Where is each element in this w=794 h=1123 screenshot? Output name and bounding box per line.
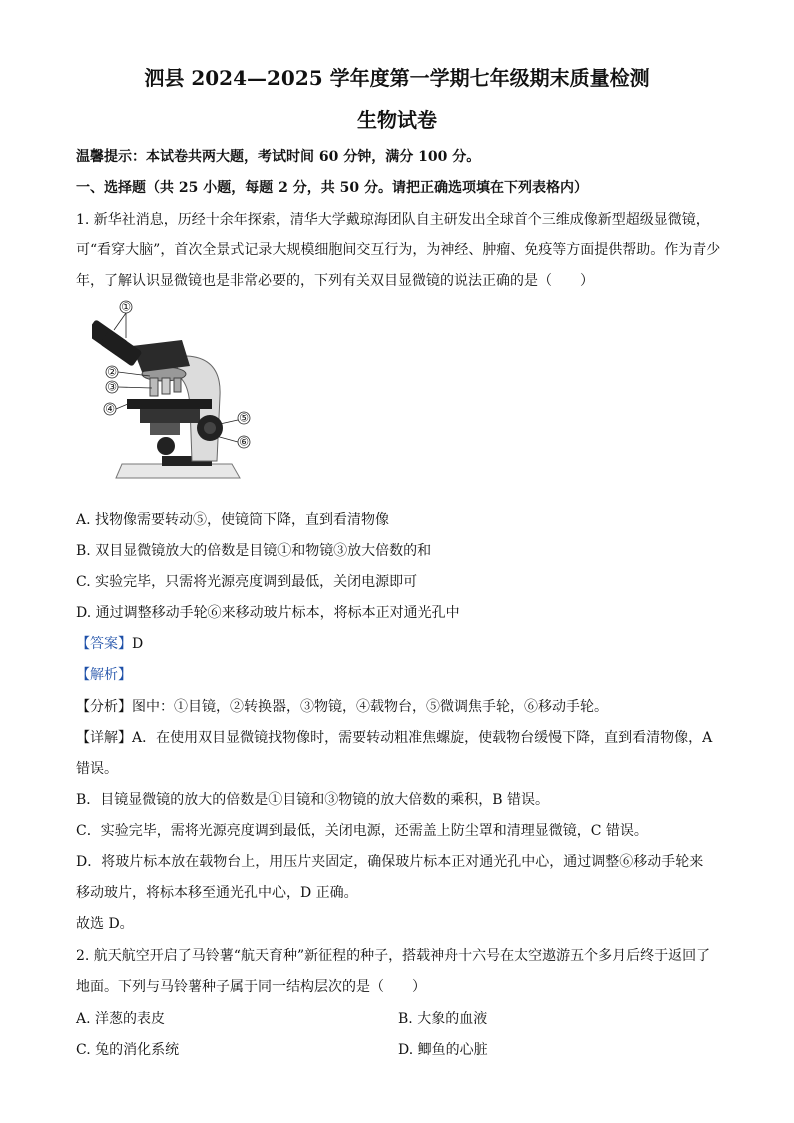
fenxi-text: 图中：①目镜，②转换器，③物镜，④载物台，⑤微调焦手轮，⑥移动手轮。 <box>132 699 608 715</box>
notice: 温馨提示：本试卷共两大题，考试时间 60 分钟，满分 100 分。 <box>76 149 481 165</box>
q1-option-a: A. 找物像需要转动⑤，使镜筒下降，直到看清物像 <box>76 512 390 528</box>
answer-line <box>76 635 734 653</box>
detail-c: C．实验完毕，需将光源亮度调到最低，关闭电源，还需盖上防尘罩和清理显微镜，C 错误。 <box>76 823 648 839</box>
q2-option-c: C. 兔的消化系统 <box>76 1042 180 1058</box>
q2-option-d: D. 鲫鱼的心脏 <box>398 1042 488 1058</box>
detail-d1: D．将玻片标本放在载物台上，用压片夹固定，确保玻片标本正对通光孔中心，通过调整⑥移动手轮来 <box>76 854 704 870</box>
q1-option-c: C. 实验完毕，只需将光源亮度调到最低，关闭电源即可 <box>76 574 418 590</box>
figure-label-3: ③ <box>107 380 117 394</box>
analysis-tag: 【解析】 <box>76 667 132 683</box>
conclusion: 故选 D。 <box>76 916 134 932</box>
exam-subtitle: 生物试卷 <box>357 108 437 132</box>
q2-option-a: A. 洋葱的表皮 <box>76 1011 166 1027</box>
q2-stem-line2: 地面。下列与马铃薯种子属于同一结构层次的是（ ） <box>76 979 426 995</box>
figure-label-2: ② <box>107 365 117 379</box>
fenxi-tag: 【分析】 <box>76 699 132 715</box>
detail-b: B．目镜显微镜的放大的倍数是①目镜和③物镜的放大倍数的乘积，B 错误。 <box>76 792 550 808</box>
q1-stem-line2: 可“看穿大脑”，首次全景式记录大规模细胞间交互行为，为神经、肿瘤、免疫等方面提供帮助。作为青少 <box>76 242 721 258</box>
detail-d2: 移动玻片，将标本移至通光孔中心，D 正确。 <box>76 885 358 901</box>
answer-value: D <box>132 636 144 652</box>
detail-a2: 错误。 <box>76 761 118 777</box>
q1-stem-line3: 年，了解认识显微镜也是非常必要的，下列有关双目显微镜的说法正确的是（ ） <box>76 273 594 289</box>
q1-option-b: B. 双目显微镜放大的倍数是目镜①和物镜③放大倍数的和 <box>76 543 432 559</box>
answer-tag: 【答案】 <box>76 636 132 652</box>
q2-stem-line1: 2. 航天航空开启了马铃薯“航天育种”新征程的种子，搭载神舟十六号在太空遨游五个多月后终于返回了 <box>76 948 711 964</box>
section-heading: 一、选择题（共 25 小题，每题 2 分，共 50 分。请把正确选项填在下列表格内） <box>76 180 588 196</box>
xiangjie-tag: 【详解】 <box>76 730 132 746</box>
figure-label-5: ⑤ <box>239 411 249 425</box>
microscope-figure <box>92 296 262 486</box>
figure-label-4: ④ <box>105 402 115 416</box>
q2-option-b: B. 大象的血液 <box>398 1011 488 1027</box>
detail-line <box>76 729 734 747</box>
q1-option-d: D. 通过调整移动手轮⑥来移动玻片标本，将标本正对通光孔中 <box>76 605 460 621</box>
detail-a1: A．在使用双目显微镜找物像时，需要转动粗准焦螺旋，使载物台缓慢下降，直到看清物像，A <box>132 730 713 746</box>
q1-stem-line1: 1. 新华社消息，历经十余年探索，清华大学戴琼海团队自主研发出全球首个三维成像新型超级显微镜， <box>76 212 710 228</box>
fenxi-line <box>76 698 734 716</box>
exam-title: 泗县 2024—2025 学年度第一学期七年级期末质量检测 <box>144 66 650 90</box>
microscope-icon <box>92 296 262 486</box>
figure-label-6: ⑥ <box>239 435 249 449</box>
figure-label-1: ① <box>121 300 131 314</box>
